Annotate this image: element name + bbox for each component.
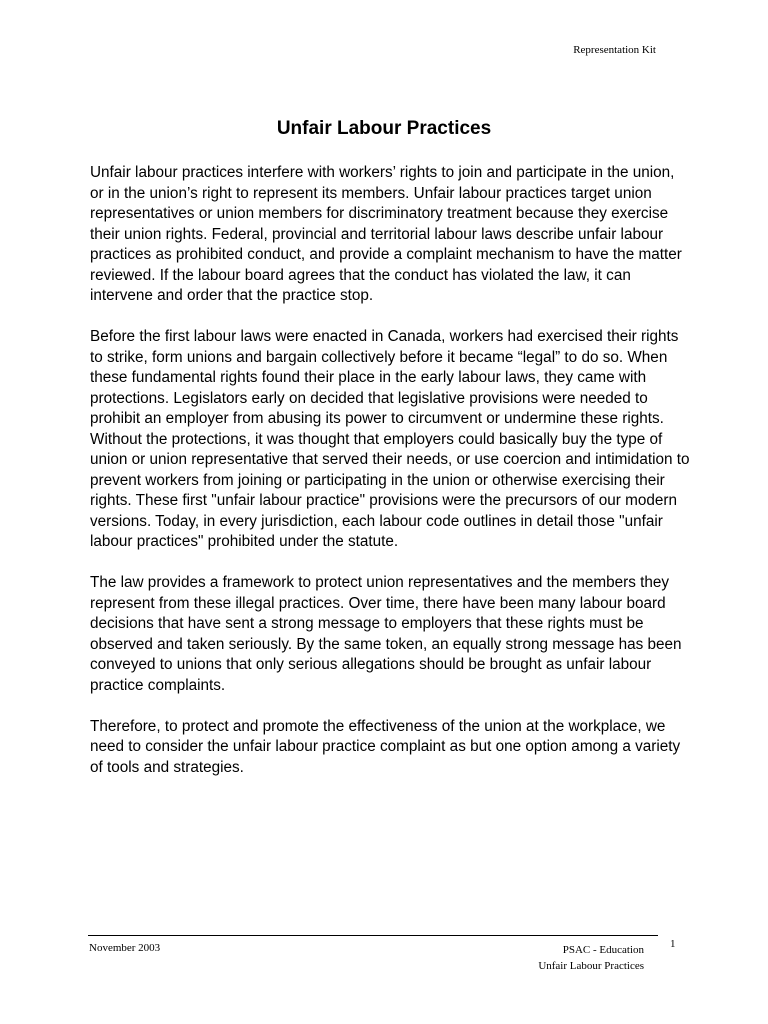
paragraph-2: Before the first labour laws were enacted in Canada, workers had exercised their rights to strike, form unions and bargain collectively before it became “legal” to do so. When these fundamental rights found their place in the early labour laws, they came with protections. Legislators early on decided that legislative provisions were needed to prohibit an employer from abusing its power to circumvent or undermine these rights. Without the protections, it was thought that employers could basically buy the type of union or union representative that served their needs, or use coercion and intimidation to prevent workers from joining or participating in the union or otherwise exercising their rights. These first "unfair labour practice" provisions were the precursors of our modern versions. Today, in every jurisdiction, each labour code outlines in detail those "unfair labour practices" prohibited under the statute. [90,328,690,550]
footer-doc-title: Unfair Labour Practices [538,960,644,972]
body-text [90,163,690,799]
footer-org: PSAC - Education [562,944,644,956]
footer-divider [88,935,658,936]
page-title: Unfair Labour Practices [276,118,492,139]
footer-date: November 2003 [89,942,161,954]
paragraph-4: Therefore, to protect and promote the effectiveness of the union at the workplace, we need to consider the unfair labour practice complaint as but one option among a variety of tools and strategies. [90,717,681,776]
paragraph-3: The law provides a framework to protect union representatives and the members they represent from these illegal practices. Over time, there have been many labour board decisions that have sent a strong message to employers that these rights must be observed and taken seriously. By the same token, an equally strong message has been conveyed to unions that only serious allegations should be brought as unfair labour practice complaints. [90,574,682,694]
page-number: 1 [670,938,676,950]
footer-right-block [538,942,644,974]
paragraph-1: Unfair labour practices interfere with workers’ rights to join and participate in the union, or in the union’s right to represent its members. Unfair labour practices target union representatives or union members for discriminatory treatment because they exercise their union rights. Federal, provincial and territorial labour laws describe unfair labour practices as prohibited conduct, and provide a complaint mechanism to have the matter reviewed. If the labour board agrees that the conduct has violated the law, it can intervene and order that the practice stop. [90,164,682,304]
running-header: Representation Kit [573,44,656,56]
